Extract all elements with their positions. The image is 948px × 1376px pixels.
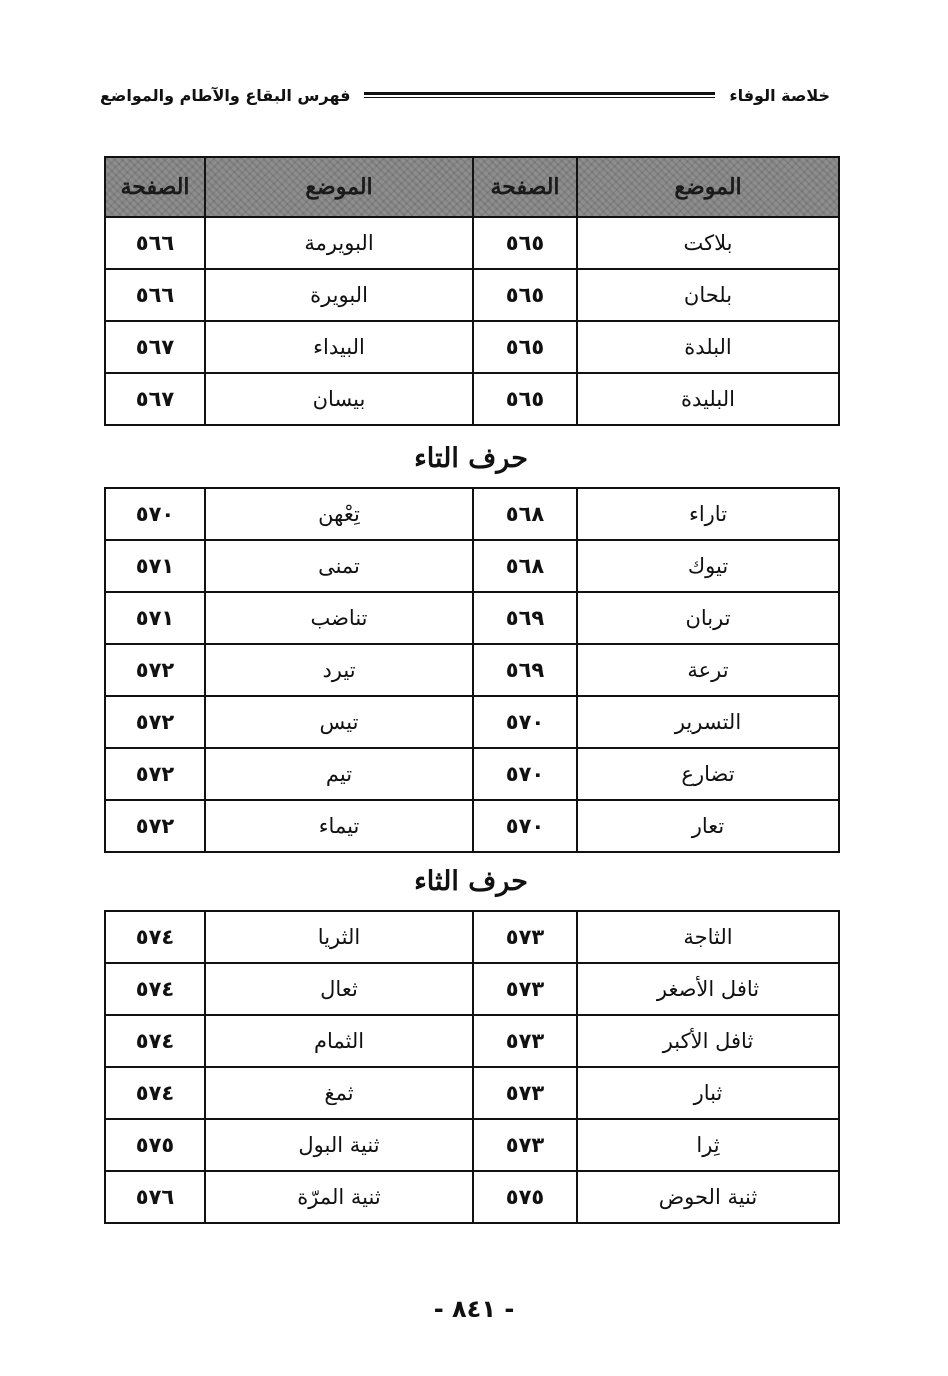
table-row [105, 488, 839, 540]
page-cell: ٥٧٢ [105, 800, 205, 852]
page-cell: ٥٦٨ [473, 540, 577, 592]
running-header [100, 80, 830, 110]
table-row [105, 1067, 839, 1119]
index-table-thaa [104, 910, 840, 1224]
page-cell: ٥٦٥ [473, 217, 577, 269]
section-title-taa: حرف التاء [414, 443, 528, 474]
place-cell: تيوك [577, 540, 839, 592]
table-row [105, 911, 839, 963]
table-row [105, 592, 839, 644]
page-cell: ٥٧٤ [105, 911, 205, 963]
place-cell: البلدة [577, 321, 839, 373]
header-place-1: الموضع [577, 157, 839, 217]
page-cell: ٥٧١ [105, 540, 205, 592]
section-title-thaa: حرف الثاء [414, 866, 528, 897]
place-cell: تاراء [577, 488, 839, 540]
place-cell: تربان [577, 592, 839, 644]
page-cell: ٥٦٥ [473, 373, 577, 425]
table-row [105, 963, 839, 1015]
page-cell: ٥٧٠ [473, 748, 577, 800]
page-cell: ٥٧٣ [473, 911, 577, 963]
page-cell: ٥٦٨ [473, 488, 577, 540]
page-cell: ٥٦٦ [105, 269, 205, 321]
place-cell: بيسان [205, 373, 473, 425]
header-page-1: الصفحة [473, 157, 577, 217]
place-cell: ثمغ [205, 1067, 473, 1119]
place-cell: ترعة [577, 644, 839, 696]
page-number: - ٨٤١ - [433, 1295, 515, 1323]
page-cell: ٥٧٠ [473, 696, 577, 748]
page-cell: ٥٧٤ [105, 963, 205, 1015]
page-cell: ٥٧٢ [105, 748, 205, 800]
page-cell: ٥٦٩ [473, 644, 577, 696]
place-cell: البيداء [205, 321, 473, 373]
place-cell: ثنية الحوض [577, 1171, 839, 1223]
place-cell: ثعال [205, 963, 473, 1015]
table-row [105, 644, 839, 696]
page-cell: ٥٧٢ [105, 696, 205, 748]
index-title: فهرس البقاع والآطام والمواضع [100, 85, 351, 105]
index-table-continued [104, 156, 840, 426]
page-cell: ٥٦٧ [105, 373, 205, 425]
index-table-taa [104, 487, 840, 853]
place-cell: تمنى [205, 540, 473, 592]
page-cell: ٥٧٥ [473, 1171, 577, 1223]
table-row [105, 1119, 839, 1171]
place-cell: الثمام [205, 1015, 473, 1067]
place-cell: تِعْهن [205, 488, 473, 540]
place-cell: الثاجة [577, 911, 839, 963]
place-cell: ثافل الأصغر [577, 963, 839, 1015]
place-cell: تضارع [577, 748, 839, 800]
page-cell: ٥٧٤ [105, 1067, 205, 1119]
table-row [105, 696, 839, 748]
page-cell: ٥٦٥ [473, 269, 577, 321]
page-cell: ٥٦٥ [473, 321, 577, 373]
place-cell: بلحان [577, 269, 839, 321]
place-cell: ثافل الأكبر [577, 1015, 839, 1067]
place-cell: البويرة [205, 269, 473, 321]
page-cell: ٥٧٠ [105, 488, 205, 540]
table-header-row [105, 157, 839, 217]
page-cell: ٥٧٢ [105, 644, 205, 696]
book-title: خلاصة الوفاء [729, 85, 830, 105]
place-cell: البليدة [577, 373, 839, 425]
page-cell: ٥٧٤ [105, 1015, 205, 1067]
table-row [105, 269, 839, 321]
table-row [105, 540, 839, 592]
table-row [105, 373, 839, 425]
header-place-2: الموضع [205, 157, 473, 217]
table-row [105, 1015, 839, 1067]
table-row [105, 321, 839, 373]
place-cell: تناضب [205, 592, 473, 644]
table-row [105, 217, 839, 269]
place-cell: بلاكت [577, 217, 839, 269]
table-row [105, 800, 839, 852]
page-cell: ٥٦٦ [105, 217, 205, 269]
table-row [105, 1171, 839, 1223]
place-cell: ثنية البول [205, 1119, 473, 1171]
header-page-2: الصفحة [105, 157, 205, 217]
page-cell: ٥٧٣ [473, 963, 577, 1015]
page-cell: ٥٧١ [105, 592, 205, 644]
page-cell: ٥٧٥ [105, 1119, 205, 1171]
place-cell: ثِرا [577, 1119, 839, 1171]
place-cell: البويرمة [205, 217, 473, 269]
page-cell: ٥٧٣ [473, 1067, 577, 1119]
place-cell: تيماء [205, 800, 473, 852]
place-cell: تيرد [205, 644, 473, 696]
table-row [105, 748, 839, 800]
page-cell: ٥٦٩ [473, 592, 577, 644]
page-cell: ٥٧٣ [473, 1015, 577, 1067]
page-cell: ٥٧٣ [473, 1119, 577, 1171]
place-cell: ثنية المرّة [205, 1171, 473, 1223]
place-cell: ثبار [577, 1067, 839, 1119]
place-cell: تيم [205, 748, 473, 800]
page-cell: ٥٦٧ [105, 321, 205, 373]
page-cell: ٥٧٠ [473, 800, 577, 852]
page-cell: ٥٧٦ [105, 1171, 205, 1223]
place-cell: التسرير [577, 696, 839, 748]
header-rule [364, 92, 715, 98]
place-cell: تعار [577, 800, 839, 852]
place-cell: الثريا [205, 911, 473, 963]
place-cell: تيس [205, 696, 473, 748]
